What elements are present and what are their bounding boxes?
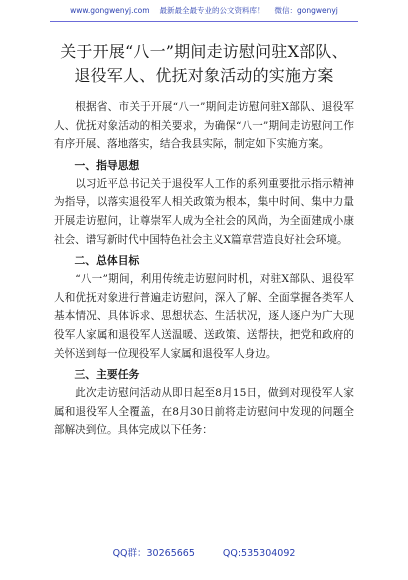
section-heading-main-tasks: 三、主要任务 [74,368,140,382]
contact-footer [0,545,408,559]
section-body-main-tasks: 此次走访慰问活动从即日起至8月15日，做到对现役军人家属和退役军人全覆盖，在8月30日前将走访慰问中发现的问题全部解决到位。具体完成以下任务： [54,387,354,437]
section-body-guiding-ideology: 以习近平总书记关于退役军人工作的系列重要批示指示精神为指导，以落实退役军人相关政策为根本，集中时间、集中力量开展走访慰问，让尊崇军人成为全社会的风尚，为全面建成小康社会、谱写新时代中国特色社会主义X篇章营造良好社会环境。 [54,177,354,246]
site-tagline: 最新最全最专业的公文资料库！ [159,6,265,15]
qq-number: QQ:535304092 [222,548,296,559]
site-header [0,0,408,22]
section-heading-guiding-ideology: 一、指导思想 [74,158,140,172]
qq-group-number: QQ群：30265665 [112,548,195,559]
site-url-link[interactable]: www.gongwenyj.com [70,6,150,15]
document-body [54,40,354,440]
intro-paragraph: 根据省、市关于开展“八一”期间走访慰问驻X部队、退役军人、优抚对象活动的相关要求，为确保“八一”期间走访慰问工作有序开展、落地落实，结合我县实际，制定如下实施方案。 [54,101,354,151]
document-title [54,40,354,88]
wechat-id: 微信：gongwenyj [274,6,338,15]
title-line-1: 关于开展“八一”期间走访慰问驻X部队、 [60,42,348,61]
header-divider [50,21,358,22]
section-body-overall-goal: “八一”期间，利用传统走访慰问时机，对驻X部队、退役军人和优抚对象进行普遍走访慰问，深入了解、全面掌握各类军人基本情况、具体诉求、思想状态、生活状况，逐人逐户为广大现役军人家属和退役军人送温暖、送政策、送帮扶，把党和政府的关怀送到每一位现役军人家属和退役军人身边。 [54,273,354,360]
title-line-2: 退役军人、优抚对象活动的实施方案 [74,66,334,85]
section-heading-overall-goal: 二、总体目标 [74,254,140,268]
